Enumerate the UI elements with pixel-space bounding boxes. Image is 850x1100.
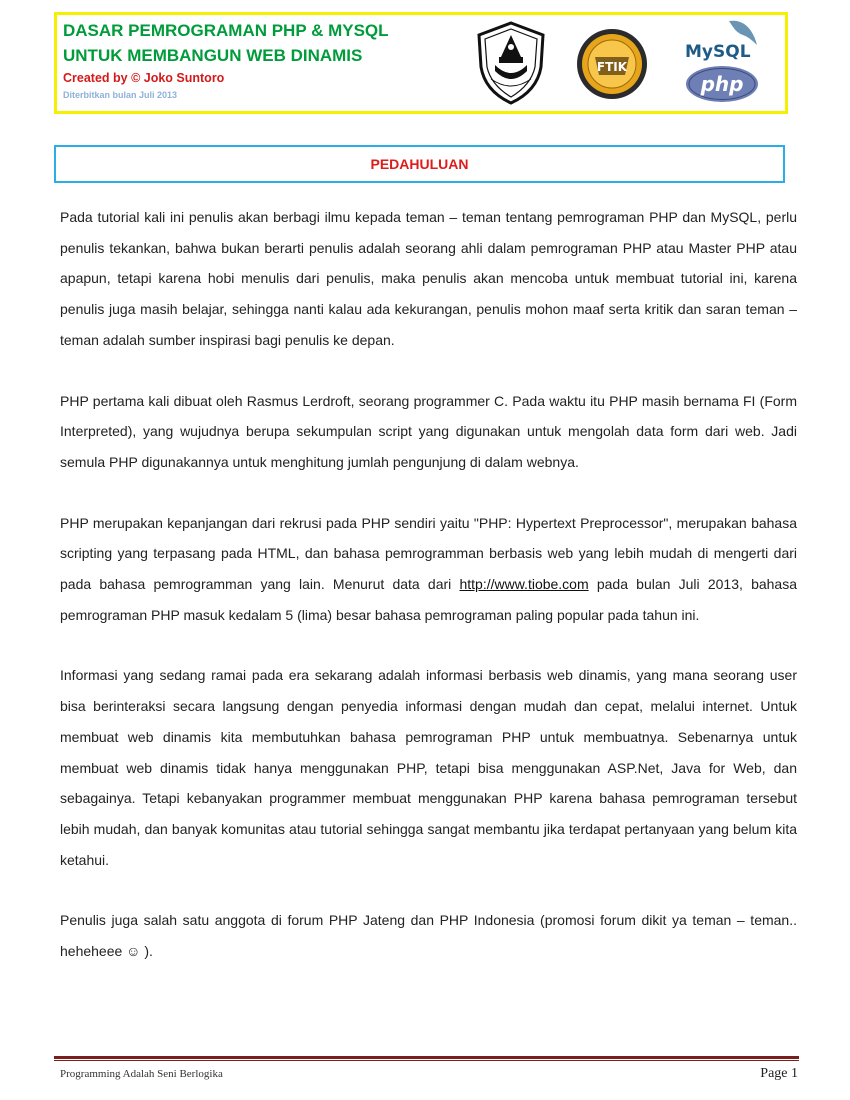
php-wordmark: php (700, 72, 744, 96)
ftik-emblem-logo (575, 27, 649, 101)
paragraph-php-definition (60, 508, 797, 631)
page-number: Page 1 (760, 1066, 798, 1081)
university-seal-logo (473, 21, 549, 105)
header-title-line2: UNTUK MEMBANGUN WEB DINAMIS (63, 46, 363, 65)
tiobe-link[interactable]: http://www.tiobe.com (459, 576, 589, 593)
paragraph-php-definition-text-2: pada bulan Juli 2013, bahasa pemrograman PHP masuk kedalam 5 (lima) besar bahasa pemrograman paling popular pada tahun ini. (60, 576, 797, 623)
ftik-label: FTIK (596, 60, 628, 74)
footer-divider (54, 1056, 799, 1061)
header-publish-date: Diterbitkan bulan Juli 2013 (63, 90, 178, 100)
footer-tagline: Programming Adalah Seni Berlogika (60, 1068, 223, 1080)
paragraph-forum: Penulis juga salah satu anggota di forum PHP Jateng dan PHP Indonesia (promosi forum dikit ya teman – teman.. heheheee ☺ ). (60, 912, 797, 960)
section-title: PEDAHULUAN (370, 156, 469, 172)
document-header (54, 12, 788, 114)
document-body (60, 202, 797, 997)
header-author: Created by © Joko Suntoro (63, 71, 225, 85)
paragraph-dynamic-web: Informasi yang sedang ramai pada era sekarang adalah informasi berbasis web dinamis, yang mana seorang user bisa berinteraksi secara langsung dengan penyedia informasi dengan mudah dan cepat, melalui internet. Untuk membuat web dinamis kita membutuhkan bahasa pemrograman PHP untuk membuatnya. Sebenarnya untuk membuat web dinamis tidak hanya menggunakan PHP, tetapi bisa menggunakan ASP.Net, Java for Web, dan sebagainya. Tetapi kebanyakan programmer membuat menggunakan PHP karena bahasa pemrograman tersebut lebih mudah, dan banyak komunitas atau tutorial sehingga sangat membantu jika terdapat pertanyaan yang belum kita ketahui. (60, 667, 797, 868)
paragraph-intro: Pada tutorial kali ini penulis akan berbagi ilmu kepada teman – teman tentang pemrograman PHP dan MySQL, perlu penulis tekankan, bahwa bukan berarti penulis adalah seorang ahli dalam pemrograman PHP atau Master PHP atau apapun, tetapi karena hobi menulis dari penulis, maka penulis akan mencoba untuk membuat tutorial ini, karena penulis juga masih belajar, sehingga nanti kalau ada kekurangan, penulis mohon maaf serta kritik dan saran teman – teman adalah sumber inspirasi bagi penulis ke depan. (60, 209, 797, 348)
paragraph-history: PHP pertama kali dibuat oleh Rasmus Lerdroft, seorang programmer C. Pada waktu itu PHP masih bernama FI (Form Interpreted), yang wujudnya berupa sekumpulan script yang digunakan untuk mengolah data form dari web. Jadi semula PHP digunakannya untuk menghitung jumlah pengunjung di dalam webnya. (60, 392, 797, 470)
php-logo (685, 65, 759, 103)
mysql-wordmark: MySQL (685, 42, 751, 62)
mysql-logo (683, 17, 759, 63)
header-title-line1: DASAR PEMROGRAMAN PHP & MYSQL (63, 21, 389, 40)
paragraph-php-definition-text-1: PHP merupakan kepanjangan dari rekrusi pada PHP sendiri yaitu "PHP: Hypertext Preprocessor", merupakan bahasa scripting yang terpasang pada HTML, dan bahasa pemrogramman berbasis web yang lebih mudah di mengerti dari pada bahasa pemrogramman yang lain. Menurut data dari (60, 514, 797, 593)
section-heading-box (54, 145, 785, 183)
